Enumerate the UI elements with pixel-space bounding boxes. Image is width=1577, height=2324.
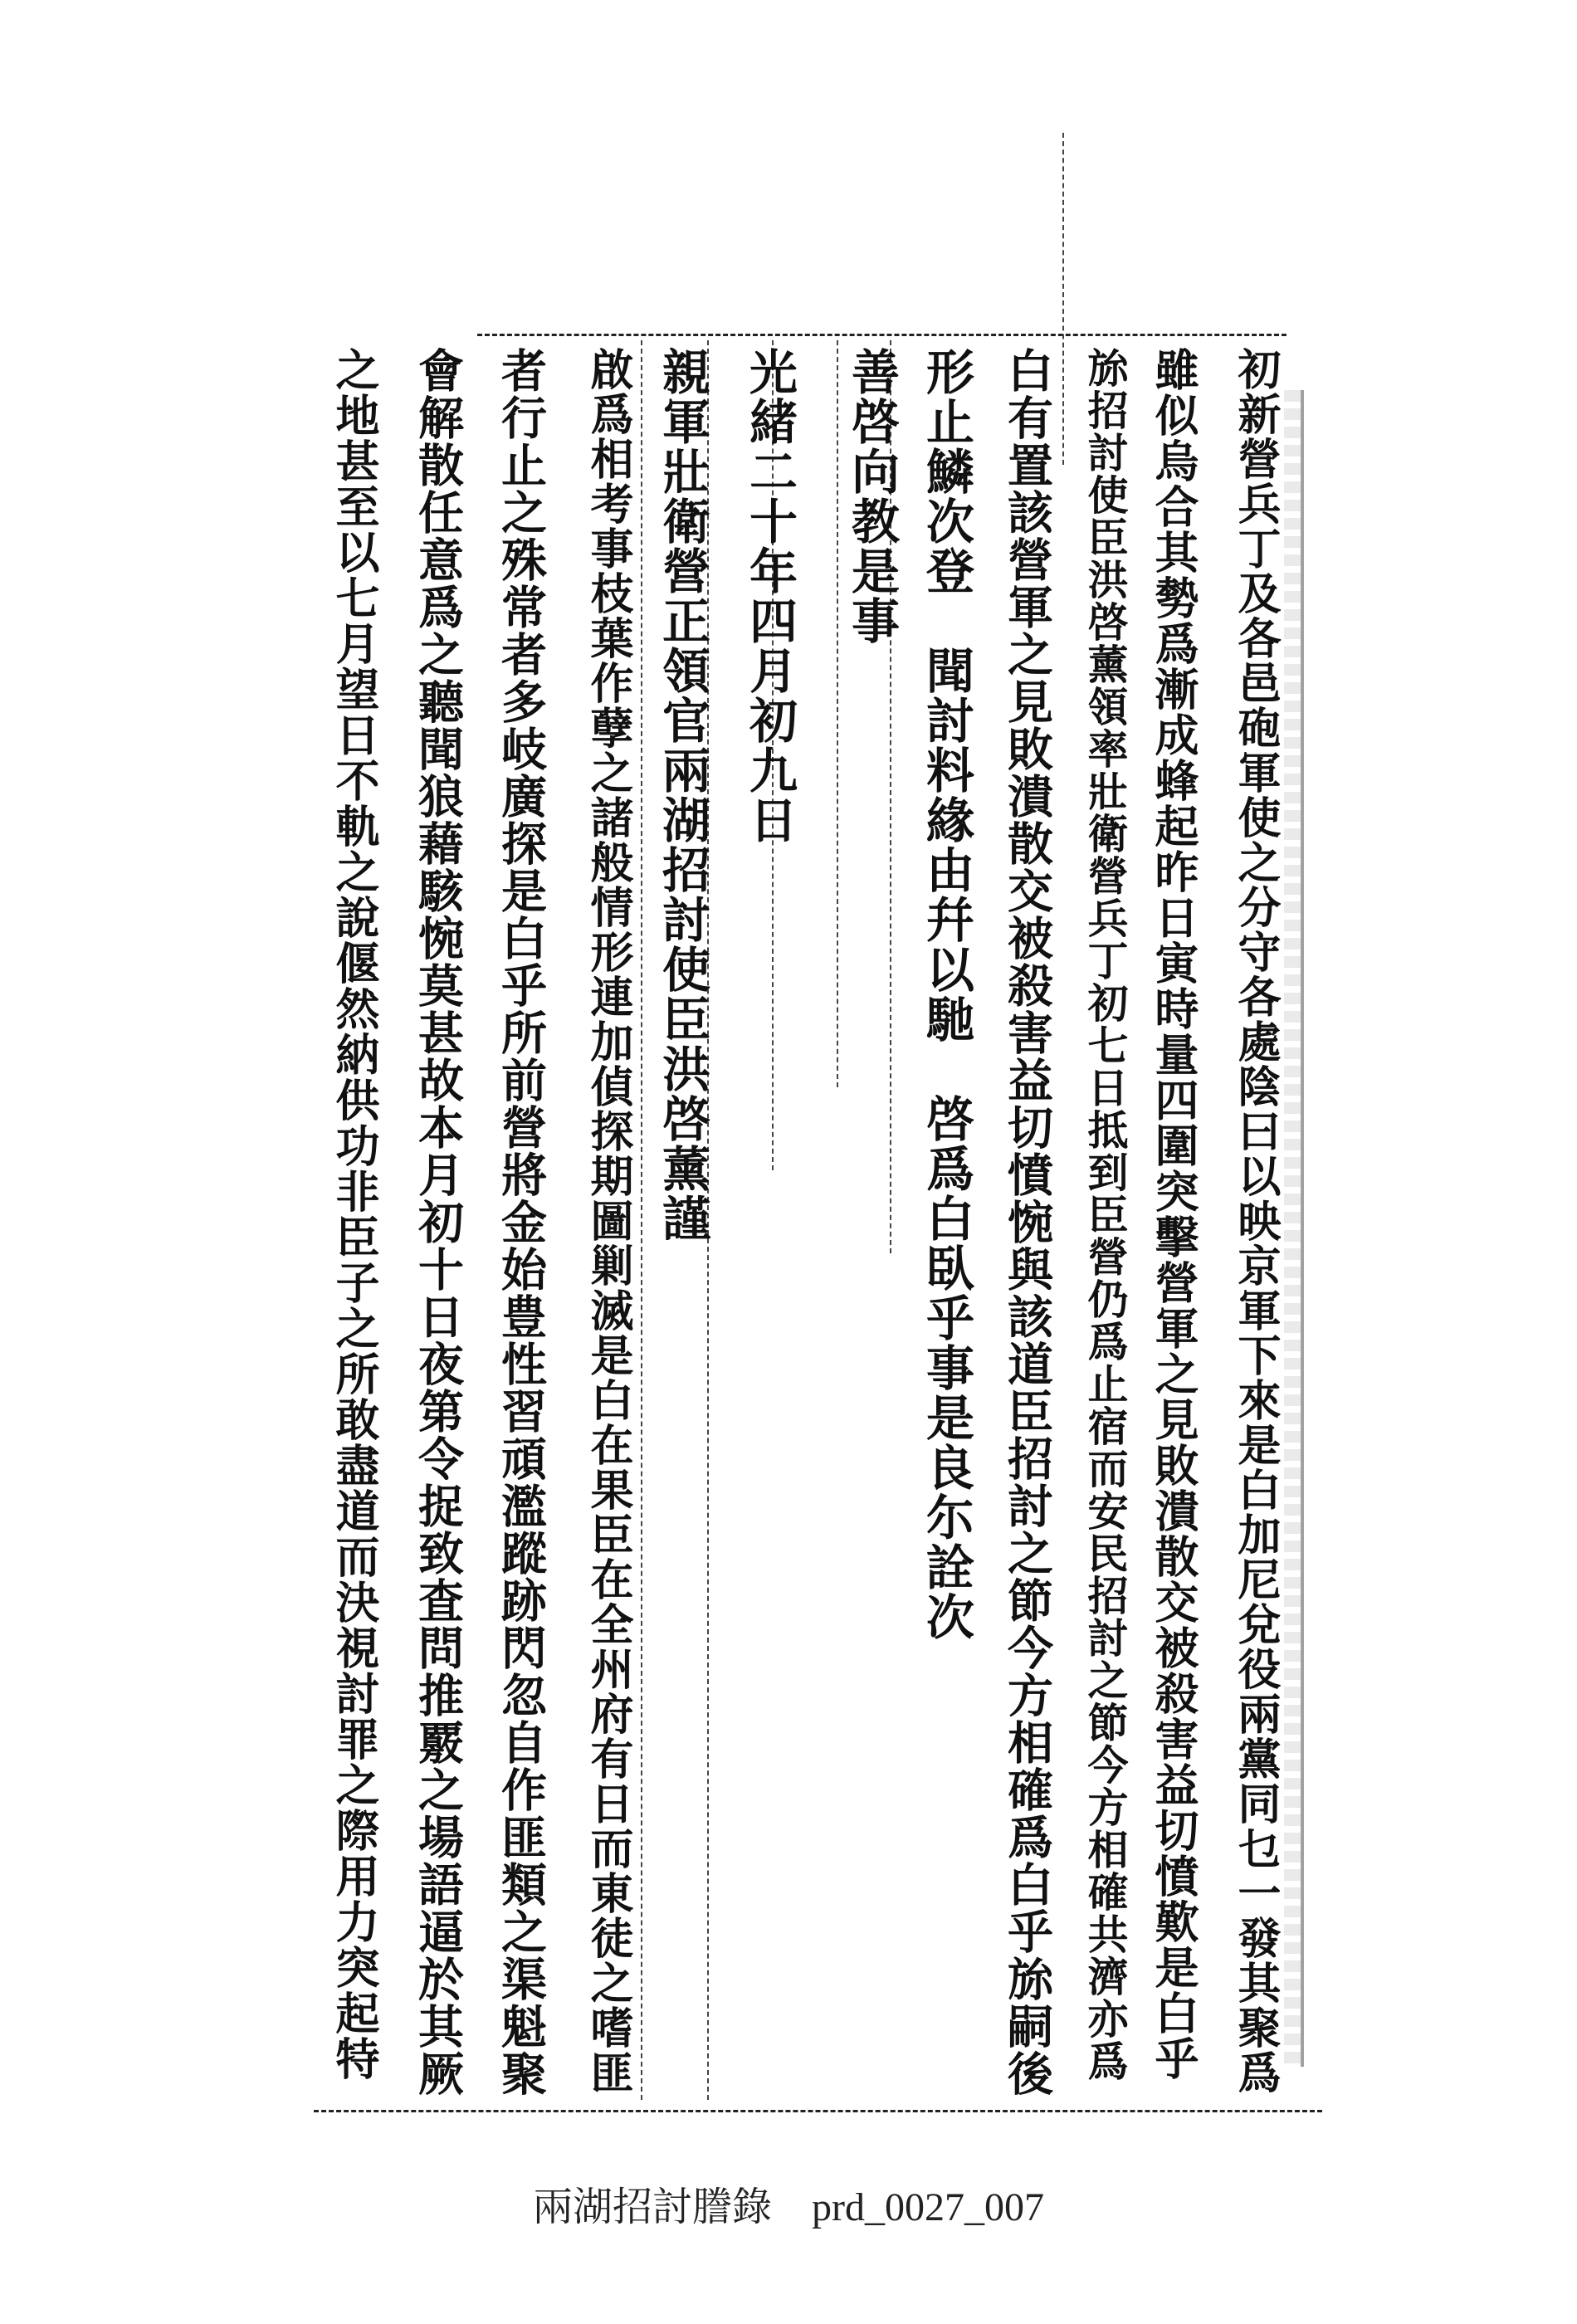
text-column-11: 會解散任意爲之聽聞狼藉駭惋莫甚故本月初十日夜第令捉致査問推覈之場語逼於其厥 — [411, 347, 465, 2097]
caption-page-id: prd_0027_007 — [812, 2185, 1044, 2229]
text-column-3: 旀招討使臣洪啓薰領率壯衛營兵丁初七日抵到臣營仍爲止宿而安民招討之節今方相確共濟亦爲 — [1081, 347, 1130, 2082]
text-column-10: 者行止之殊常者多岐廣探是白乎所前營將金始豊性習頑濫蹤跡閃忽自作匪類之渠魁聚 — [494, 347, 548, 2097]
frame-bottom-border — [314, 2110, 1322, 2112]
text-column-8: 親軍壯衛營正領官兩湖招討使臣洪啓薰謹 — [654, 347, 710, 1243]
text-column-2: 雖似烏合其勢爲漸成蜂起昨日寅時量四圍突擊營軍之見敗潰散交被殺害益切憤歎是白乎 — [1148, 347, 1199, 2082]
text-column-4: 白有置該營軍之見敗潰散交被殺害益切憤惋與該道臣招討之節今方相確爲白乎旀嗣後 — [1000, 347, 1054, 2097]
page-caption — [0, 2175, 1577, 2232]
text-column-6: 善啓向教是事 — [843, 347, 900, 646]
text-column-9: 啟爲相考事枝葉作孽之諸般情形連加偵探期圖剿滅是白在果臣在全州府有日而東徒之嗜匪 — [583, 347, 633, 2095]
text-column-12: 之地甚至以七月望日不軌之說偃然納供功非臣子之所敢盡道而決視討罪之際用力突起特 — [329, 347, 380, 2082]
text-column-1: 初新營兵丁及各邑砲軍使之分守各處陰曰以映京軍下來是白加尼兌役兩黨同乜一發其聚爲 — [1230, 347, 1281, 2095]
frame-top-border — [477, 334, 1286, 336]
text-column-7: 光緒二十年四月初九日 — [741, 347, 798, 845]
text-column-5: 形止鱗次登 聞討料緣由幷以馳 啓爲白臥乎事是良尓詮次 — [918, 347, 974, 1642]
column-divider — [1062, 133, 1064, 465]
caption-title: 兩湖招討謄錄 — [533, 2185, 773, 2229]
